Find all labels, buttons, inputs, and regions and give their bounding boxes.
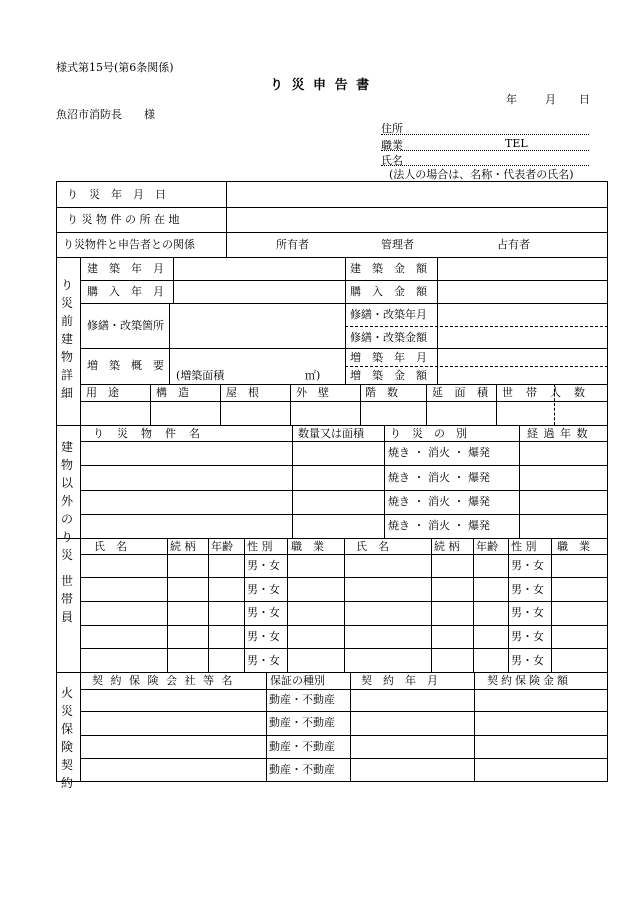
col-relation: 続 柄 <box>434 540 460 553</box>
purchase-year-label: 購 入 年 月 <box>87 285 164 298</box>
repair-place-label: 修繕・改築箇所 <box>87 319 164 332</box>
sex-option[interactable]: 男・女 <box>511 606 544 619</box>
repair-cost-label: 修繕・改築金額 <box>350 331 427 344</box>
relation-label: り災物件と申告者との関係 <box>63 238 195 251</box>
col-age: 年齢 <box>211 540 233 553</box>
col-insured-amount: 契約保険金額 <box>487 674 571 687</box>
col-wall: 外 壁 <box>296 386 329 399</box>
coverage-type-option[interactable]: 動産・不動産 <box>269 716 335 729</box>
addressee: 魚沼市消防長 様 <box>56 108 155 121</box>
date-day-label: 日 <box>579 93 590 106</box>
household-section-label: 世帯員 <box>60 574 73 624</box>
damage-type-option[interactable]: 焼き ・ 消火 ・ 爆発 <box>388 519 490 532</box>
sex-option[interactable]: 男・女 <box>247 630 280 643</box>
col-usage: 用 途 <box>86 386 119 399</box>
address-label: 住所 <box>381 122 403 135</box>
name-label: 氏名 <box>381 154 403 167</box>
extension-area-label: (増築面積 <box>176 369 225 382</box>
property-location-label: り 災 物 件 の 所 在 地 <box>67 213 180 226</box>
col-structure: 構 造 <box>156 386 189 399</box>
col-occupation: 職 業 <box>557 540 590 553</box>
col-item: り 災 物 件 名 <box>93 427 201 440</box>
col-household-members: 世 帯 人 数 <box>502 386 586 399</box>
col-years: 経 過 年 数 <box>527 427 589 440</box>
occupation-label: 職業 <box>381 139 403 152</box>
sex-option[interactable]: 男・女 <box>511 630 544 643</box>
address-line[interactable] <box>381 134 589 135</box>
col-coverage-type: 保証の種別 <box>270 674 325 687</box>
build-year-label: 建 築 年 月 <box>87 262 164 275</box>
tel-label: TEL <box>505 137 528 150</box>
coverage-type-option[interactable]: 動産・不動産 <box>269 740 335 753</box>
disaster-date-label: り 災 年 月 日 <box>67 188 166 201</box>
form-number: 様式第15号(第6条関係) <box>56 61 174 74</box>
build-cost-label: 建 築 金 額 <box>350 262 427 275</box>
col-roof: 屋 根 <box>226 386 259 399</box>
extension-cost-label: 増 築 金 額 <box>350 369 427 382</box>
sex-option[interactable]: 男・女 <box>247 559 280 572</box>
repair-year-label: 修繕・改築年月 <box>350 308 427 321</box>
col-sex: 性 別 <box>511 540 537 553</box>
sex-option[interactable]: 男・女 <box>511 583 544 596</box>
extension-area-unit: ㎡) <box>305 369 321 382</box>
relation-owner[interactable]: 所有者 <box>276 238 309 251</box>
damage-type-option[interactable]: 焼き ・ 消火 ・ 爆発 <box>388 495 490 508</box>
col-name: 氏 名 <box>94 540 127 553</box>
damage-type-option[interactable]: 焼き ・ 消火 ・ 爆発 <box>388 471 490 484</box>
other-section-label: 建物以外のり災 <box>60 440 73 562</box>
col-floors: 階 数 <box>365 386 398 399</box>
extension-label: 増 築 概 要 <box>87 359 164 372</box>
col-sex: 性 別 <box>247 540 273 553</box>
date-month-label: 月 <box>545 93 556 106</box>
page-title: り 災 申 告 書 <box>270 78 372 93</box>
col-age: 年齢 <box>476 540 498 553</box>
occupation-line[interactable] <box>381 150 589 151</box>
sex-option[interactable]: 男・女 <box>247 654 280 667</box>
date-year-label: 年 <box>506 93 517 106</box>
building-section-label: り災前建物詳細 <box>60 278 73 400</box>
col-occupation: 職 業 <box>291 540 324 553</box>
sex-option[interactable]: 男・女 <box>511 559 544 572</box>
col-insurer: 契 約 保 険 会 社 等 名 <box>92 674 235 687</box>
coverage-type-option[interactable]: 動産・不動産 <box>269 763 335 776</box>
corp-note: (法人の場合は、名称・代表者の氏名) <box>389 168 574 181</box>
col-qty: 数量又は面積 <box>298 427 364 440</box>
disaster-date-field[interactable] <box>228 184 606 204</box>
extension-year-label: 増 築 年 月 <box>350 351 427 364</box>
col-floor-area: 延 面 積 <box>432 386 492 399</box>
relation-manager[interactable]: 管理者 <box>381 238 414 251</box>
sex-option[interactable]: 男・女 <box>247 606 280 619</box>
purchase-cost-label: 購 入 金 額 <box>350 285 427 298</box>
col-relation: 続 柄 <box>170 540 196 553</box>
col-damage-type: り 災 の 別 <box>390 427 467 440</box>
insurance-section-label: 火災保険契約 <box>60 686 73 790</box>
sex-option[interactable]: 男・女 <box>511 654 544 667</box>
damage-type-option[interactable]: 焼き ・ 消火 ・ 爆発 <box>388 446 490 459</box>
col-name: 氏 名 <box>356 540 389 553</box>
sex-option[interactable]: 男・女 <box>247 583 280 596</box>
col-contract-date: 契 約 年 月 <box>361 674 438 687</box>
relation-occupant[interactable]: 占有者 <box>497 238 530 251</box>
property-location-field[interactable] <box>228 209 606 229</box>
coverage-type-option[interactable]: 動産・不動産 <box>269 693 335 706</box>
